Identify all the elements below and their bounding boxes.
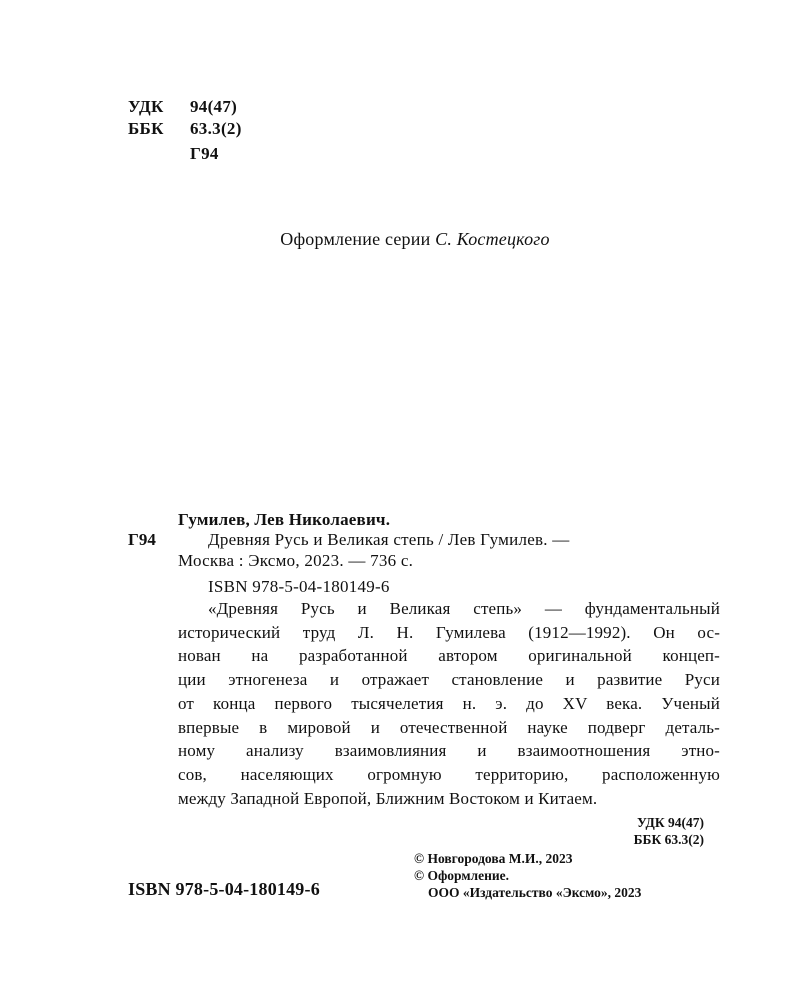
abstract-line: исторический труд Л. Н. Гумилева (1912—1992). Он ос- (178, 622, 720, 642)
copyright-line3: ООО «Издательство «Эксмо», 2023 (428, 885, 642, 900)
series-designer: С. Костецкого (435, 229, 550, 249)
abstract-line: от конца первого тысячелетия н. э. до XV века. Ученый (178, 693, 720, 713)
abstract-line: «Древняя Русь и Великая степь» — фундаментальный (208, 599, 720, 618)
series-design-line (0, 229, 800, 250)
abstract-line: сов, населяющих огромную территорию, расположенную (178, 764, 720, 784)
bib-title-line2: Москва : Эксмо, 2023. — 736 с. (178, 551, 414, 570)
series-design-text: Оформление серии (280, 229, 436, 249)
bbk-label: ББК (128, 119, 164, 138)
bib-isbn: ISBN 978-5-04-180149-6 (208, 577, 390, 596)
isbn-bottom: ISBN 978-5-04-180149-6 (128, 879, 320, 899)
author-mark: Г94 (190, 144, 219, 163)
bib-author: Гумилев, Лев Николаевич. (178, 510, 391, 529)
udk-value: 94(47) (190, 97, 238, 116)
bbk-row (128, 118, 242, 140)
bib-title-line1: Древняя Русь и Великая степь / Лев Гумилев. — (208, 530, 570, 549)
abstract-line: нован на разработанной автором оригинальной концеп- (178, 646, 720, 666)
bbk-value: 63.3(2) (190, 119, 242, 138)
udk-row (128, 96, 237, 118)
copyright-line1: © Новгородова М.И., 2023 (414, 851, 573, 866)
abstract-line: ции этногенеза и отражает становление и развитие Руси (178, 670, 720, 690)
abstract (178, 597, 720, 810)
codes-small-block (634, 814, 704, 848)
abstract-line: ному анализу взаимовлияния и взаимоотношения этно- (178, 741, 720, 761)
codes-small-bbk: ББК 63.3(2) (633, 832, 704, 847)
codes-small-udk: УДК 94(47) (637, 815, 704, 830)
abstract-line: между Западной Европой, Ближним Востоком и Китаем. (178, 788, 598, 808)
udk-label: УДК (128, 97, 164, 116)
bib-left-mark: Г94 (128, 530, 156, 549)
abstract-line: впервые в мировой и отечественной науке подверг деталь- (178, 717, 720, 737)
copyright-line2: © Оформление. (414, 868, 510, 883)
